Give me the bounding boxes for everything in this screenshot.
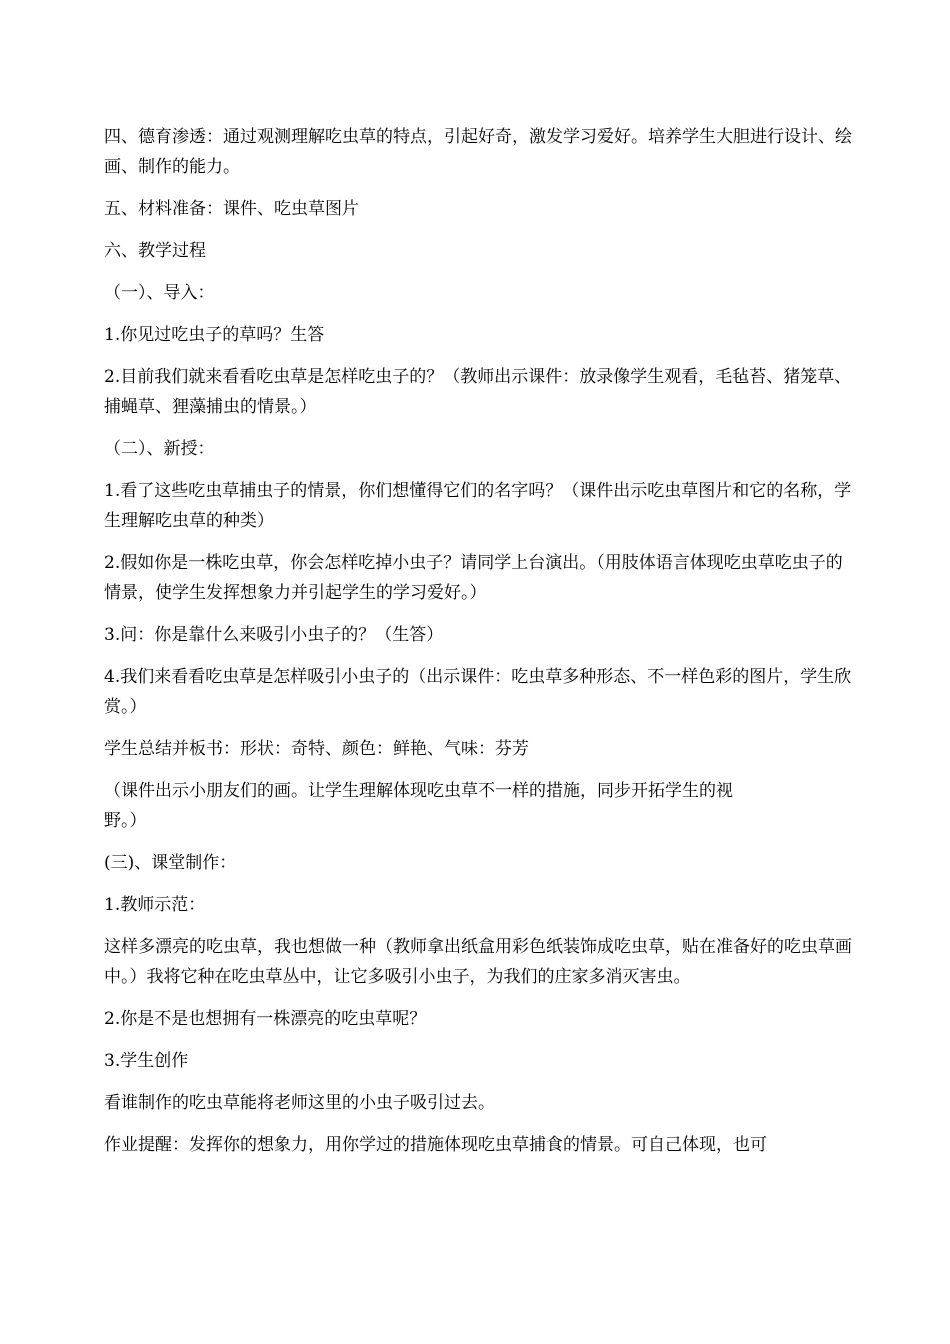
heading-class-making: (三)、课堂制作： — [104, 853, 237, 873]
paragraph-new-4: 4.我们来看看吃虫草是怎样吸引小虫子的（出示课件：吃虫草多种形态、不一样色彩的图片，学生欣赏。） — [104, 667, 852, 717]
paragraph-moral-education: 四、德育渗透：通过观测理解吃虫草的特点，引起好奇，激发学习爱好。培养学生大胆进行设计、绘画、制作的能力。 — [104, 127, 852, 177]
paragraph-new-2: 2.假如你是一株吃虫草，你会怎样吃掉小虫子？请同学上台演出。（用肢体语言体现吃虫草吃虫子的情景，使学生发挥想象力并引起学生的学习爱好。） — [104, 553, 843, 603]
paragraph-materials: 五、材料准备：课件、吃虫草图片 — [104, 199, 359, 219]
paragraph-attract-bugs: 看谁制作的吃虫草能将老师这里的小虫子吸引过去。 — [104, 1093, 495, 1113]
paragraph-new-3: 3.问：你是靠什么来吸引小虫子的？（生答） — [104, 625, 444, 645]
heading-teaching-process: 六、教学过程 — [104, 241, 206, 261]
paragraph-want-one: 2.你是不是也想拥有一株漂亮的吃虫草呢？ — [104, 1009, 427, 1029]
paragraph-student-creation: 3.学生创作 — [104, 1051, 189, 1071]
paragraph-board-summary: 学生总结并板书：形状：奇特、颜色：鲜艳、气味：芬芳 — [104, 739, 529, 759]
heading-new-lesson: （二）、新授： — [104, 439, 215, 459]
paragraph-intro-2: 2.目前我们就来看看吃虫草是怎样吃虫子的？（教师出示课件：放录像学生观看，毛毡苔、猪笼草、捕蝇草、狸藻捕虫的情景。） — [104, 367, 852, 417]
document-body — [104, 122, 856, 1172]
paragraph-homework: 作业提醒：发挥你的想象力，用你学过的措施体现吃虫草捕食的情景。可自己体现，也可 — [104, 1135, 767, 1155]
paragraph-teacher-demo: 1.教师示范： — [104, 895, 206, 915]
paragraph-intro-1: 1.你见过吃虫子的草吗？生答 — [104, 325, 325, 345]
heading-introduction: （一）、导入： — [104, 283, 215, 303]
paragraph-new-1: 1.看了这些吃虫草捕虫子的情景，你们想懂得它们的名字吗？（课件出示吃虫草图片和它的名称，学生理解吃虫草的种类） — [104, 481, 852, 531]
paragraph-children-paintings: （课件出示小朋友们的画。让学生理解体现吃虫草不一样的措施，同步开拓学生的视 野。） — [104, 781, 733, 831]
paragraph-demo-description: 这样多漂亮的吃虫草，我也想做一种（教师拿出纸盒用彩色纸装饰成吃虫草，贴在准备好的吃虫草画中。）我将它种在吃虫草丛中，让它多吸引小虫子，为我们的庄家多消灭害虫。 — [104, 937, 852, 987]
